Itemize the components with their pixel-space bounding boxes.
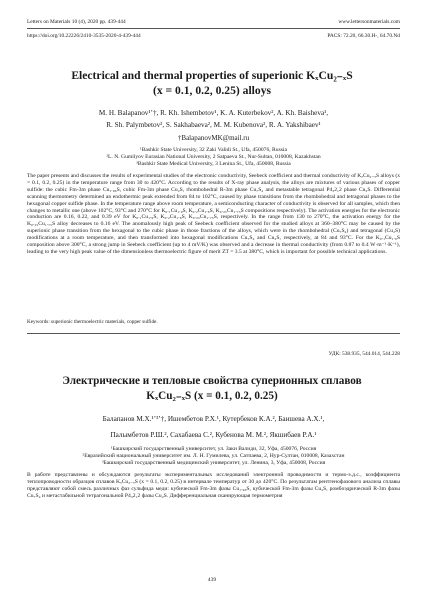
- doi-line: [27, 33, 400, 40]
- keywords: Keywords: superionic thermoelectric materials, copper sulfide.: [27, 319, 158, 325]
- affiliation-2: ²L. N. Gumilyov Eurasian National University, 2 Satpaeva St., Nur-Sultan, 010008, Kazakhstan: [106, 154, 321, 160]
- title-russian: [20, 374, 404, 404]
- affiliations-english: [27, 147, 400, 168]
- affiliation-ru-2: ²Евразийский национальный университет им. Л. Н. Гумилева, ул. Сатпаева, 2, Нур-Султан, 010008, Казахстан: [82, 453, 345, 459]
- authors-english: [27, 107, 400, 131]
- title-english-line2: (x = 0.1, 0.2, 0.25) alloys: [152, 84, 272, 97]
- title-english: [20, 68, 404, 98]
- abstract-english: The paper presents and discusses the results of experimental studies of the electronic conductivity, Seebeck coefficient and thermal conductivity of KₓCu₂₋ₓS alloys (x = 0.1, 0.2, 0.25) in the temperature range from 30 to 420°C. According to the results of X-ray phase analysis, the alloys are mixtures of various phases of copper sulfide: the cubic Fm-3m phase Cu₁.₉₆S, cubic Fm-3m phase Cu₂S, rhombohedral R-3m phase Cu₇S₄ and metastable tetragonal P4₃2₁2 phase Cu₂S. Differential scanning thermometry determined an endothermic peak extended from 84 to 102°C, caused by phase transitions from the rhombohedral and tetragonal phases to the hexagonal copper sulfide phase. In the temperature range above room temperature, a semiconducting character of conductivity is observed for all samples, which then changes to metallic one (above 102°C, 93°C and 270°C for K₀.₁Cu₁.₉S, K₀.₂Cu₁.₈S, K₀.₂₅Cu₁.₇₅S compositions respectively). The activation energies for the electronic conduction are 0.16, 0.22, and 0.39 eV for K₀.₁Cu₁.₉S, K₀.₂Cu₁.₈S, K₀.₂₅Cu₁.₇₅S, respectively. In the range from 130 to 270°C, the activation energy for the K₀.₂₅Cu₁.₇₅S alloy decreases to 0.16 eV. The anomalously high peak of Seebeck coefficient observed for the studied alloys at 360–380°C may be caused by the superionic phase transition from the hexagonal to the cubic phase in those fractions of the alloys, which were in the rhombohedral (Cu₇S₄) and tetragonal (Cu₂S) modifications at a room temperature, and then transformed into hexagonal modifications Cu₇S₄ and Cu₂S, respectively, at 84 and 93°C. For the K₀.₁Cu₁.₉S composition above 300°C, a strong jump in Seebeck coefficient (up to 4 mV/K) was observed and a decrease in thermal conductivity (from 0.87 to 0.4 W·m⁻¹·K⁻¹), leading to the very high peak value of the dimensionless thermoelectric figure of merit ZT = 3.5 at 380°C, which is important for possible technical applications.: [27, 173, 400, 255]
- affiliation-3: ³Bashkir State Medical University, 3 Lenina St., Ufa, 450008, Russia: [136, 161, 291, 167]
- section-rule: [27, 333, 400, 334]
- journal-header: [27, 19, 400, 26]
- affiliations-russian: [27, 446, 400, 467]
- abstract-russian: В работе представлены и обсуждаются результаты экспериментальных исследований электронной проводимости и термо-э.д.с., коэффициента теплопроводности образцов сплавов KₓCu₂₋ₓS (x = 0.1, 0.2, 0.25) в интервале температур от 30 до 420°С. По результатам рентгенофазового анализа сплавы представляют собой смесь различных фаз сульфида меди: кубической Fm-3m фазы Cu₁.₉₆S, кубической Fm-3m фазы Cu₂S, ромбоэдрической R-3m фазы Cu₇S₄ и метастабильной тетрагональной P4₃2₁2 фазы Cu₂S. Дифференциальная сканирующая термометрия: [27, 472, 400, 499]
- journal-citation: Letters on Materials 10 (4), 2020 pp. 439-444: [27, 19, 126, 25]
- authors-english-line2: R. Sh. Palymbetov², S. Sakhabaeva², M. M. Kubenova², R. A. Yakshibaev¹: [106, 121, 321, 129]
- affiliation-ru-1: ¹Башкирский государственный университет, ул. Заки Валиди, 32, Уфа, 450076, Россия: [110, 446, 317, 452]
- header-rule: [27, 28, 400, 29]
- pacs-codes: PACS: 72.20, 66.30.H-, 64.70.Nd: [327, 33, 400, 39]
- affiliation-1: ¹Bashkir State University, 32 Zaki Validi St., Ufa, 450076, Russia: [140, 147, 287, 153]
- authors-russian-line1: Балапанов М.Х.¹ʼ³ʼ†, Ишембетов Р.Х.¹, Кутербеков К.А.², Баишева А.Х.¹,: [102, 415, 325, 423]
- page-number: 439: [207, 577, 217, 583]
- udc-codes: УДК: 538.935, 544.014, 544.228: [328, 351, 400, 357]
- affiliation-ru-3: ³Башкирский государственный медицинский университет, ул. Ленина, 3, Уфа, 450008, Россия: [101, 460, 326, 466]
- authors-russian: [27, 413, 400, 441]
- journal-website: www.lettersonmaterials.com: [338, 19, 400, 25]
- authors-russian-line2: Палымбетов Р.Ш.², Сахабаева С.², Кубенова М. М.², Якшибаев Р.А.¹: [110, 431, 317, 439]
- title-english-line1: Electrical and thermal properties of superionic KₓCu₂₋ₓS: [71, 69, 353, 82]
- corresponding-email[interactable]: †BalapanovMK@mail.ru: [177, 134, 250, 142]
- doi-link[interactable]: https://doi.org/10.22226/2410-3535-2020-4-439-444: [27, 33, 141, 39]
- title-russian-line1: Электрические и тепловые свойства суперионных сплавов: [62, 375, 362, 387]
- title-russian-line2: KₓCu₂₋ₓS (x = 0.1, 0.2, 0.25): [146, 390, 278, 402]
- authors-english-line1: M. H. Balapanov¹ʼ†, R. Kh. Ishembetov¹, K. A. Kuterbekov², A. Kh. Baisheva¹,: [98, 109, 329, 117]
